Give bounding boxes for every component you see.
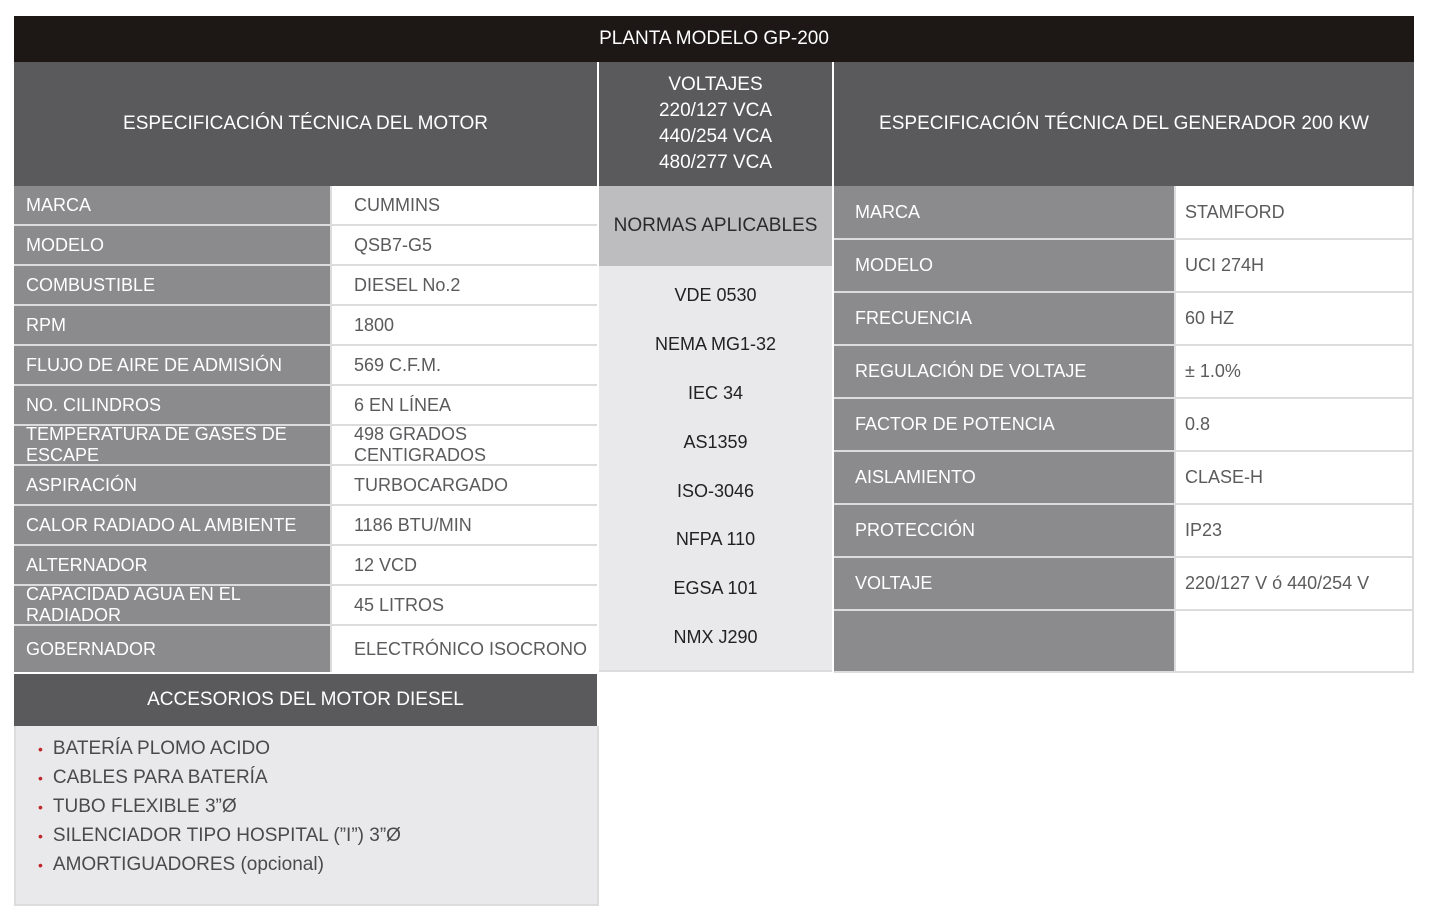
spec-value: CUMMINS bbox=[332, 186, 597, 224]
table-row bbox=[14, 266, 597, 306]
table-row bbox=[834, 452, 1412, 505]
spec-label: COMBUSTIBLE bbox=[14, 266, 332, 304]
list-item: EGSA 101 bbox=[673, 578, 758, 598]
normas-header: NORMAS APLICABLES bbox=[599, 186, 832, 266]
spec-label: CALOR RADIADO AL AMBIENTE bbox=[14, 506, 332, 544]
table-row bbox=[834, 505, 1412, 558]
list-item: NFPA 110 bbox=[675, 529, 756, 549]
accessory-label: SILENCIADOR TIPO HOSPITAL (”I”) 3”Ø bbox=[52, 825, 401, 846]
spec-label: GOBERNADOR bbox=[14, 626, 332, 672]
list-item bbox=[38, 796, 237, 818]
bullet-icon: • bbox=[38, 770, 43, 786]
list-item: NMX J290 bbox=[673, 627, 758, 647]
list-item: AS1359 bbox=[683, 432, 748, 452]
spec-value: QSB7-G5 bbox=[332, 226, 597, 264]
motor-spec-table bbox=[14, 186, 597, 672]
table-row bbox=[14, 626, 597, 672]
spec-label: FRECUENCIA bbox=[834, 293, 1176, 344]
spec-value: 1186 BTU/MIN bbox=[332, 506, 597, 544]
table-row bbox=[14, 386, 597, 426]
voltage-option: 440/254 VCA bbox=[658, 126, 773, 147]
spec-label: NO. CILINDROS bbox=[14, 386, 332, 424]
voltages-header bbox=[599, 62, 832, 186]
generator-spec-table bbox=[834, 186, 1414, 673]
spec-value: STAMFORD bbox=[1176, 186, 1412, 238]
spec-value: ELECTRÓNICO ISOCRONO bbox=[332, 626, 597, 672]
spec-value: 569 C.F.M. bbox=[332, 346, 597, 384]
voltage-option: 220/127 VCA bbox=[658, 100, 773, 121]
spec-value: DIESEL No.2 bbox=[332, 266, 597, 304]
page-title: PLANTA MODELO GP-200 bbox=[14, 16, 1414, 62]
spec-value: 60 HZ bbox=[1176, 293, 1412, 344]
list-item bbox=[38, 854, 324, 876]
spec-label bbox=[834, 611, 1176, 671]
spec-value: 0.8 bbox=[1176, 399, 1412, 450]
bullet-icon: • bbox=[38, 741, 43, 757]
accessory-label: BATERÍA PLOMO ACIDO bbox=[52, 738, 271, 759]
spec-label: VOLTAJE bbox=[834, 558, 1176, 609]
spec-value bbox=[1176, 611, 1412, 671]
table-row bbox=[14, 226, 597, 266]
table-row bbox=[834, 399, 1412, 452]
spec-value: CLASE-H bbox=[1176, 452, 1412, 503]
spec-value: 6 EN LÍNEA bbox=[332, 386, 597, 424]
spec-label: TEMPERATURA DE GASES DE ESCAPE bbox=[14, 426, 332, 464]
table-row bbox=[14, 306, 597, 346]
list-item bbox=[38, 767, 268, 789]
spec-label: RPM bbox=[14, 306, 332, 344]
spec-value: 12 VCD bbox=[332, 546, 597, 584]
bullet-icon: • bbox=[38, 799, 43, 815]
spec-label: MODELO bbox=[834, 240, 1176, 291]
spec-value: UCI 274H bbox=[1176, 240, 1412, 291]
table-row bbox=[834, 611, 1412, 671]
spec-label: ASPIRACIÓN bbox=[14, 466, 332, 504]
spec-label: MODELO bbox=[14, 226, 332, 264]
list-item: ISO-3046 bbox=[676, 481, 755, 501]
list-item: IEC 34 bbox=[687, 383, 744, 403]
spec-label: MARCA bbox=[834, 186, 1176, 238]
spec-value: 1800 bbox=[332, 306, 597, 344]
generator-spec-header: ESPECIFICACIÓN TÉCNICA DEL GENERADOR 200 KW bbox=[834, 62, 1414, 186]
table-row bbox=[14, 346, 597, 386]
table-row bbox=[834, 346, 1412, 399]
list-item bbox=[38, 738, 270, 760]
voltage-option: 480/277 VCA bbox=[658, 152, 773, 173]
list-item: VDE 0530 bbox=[674, 285, 757, 305]
table-row bbox=[834, 293, 1412, 346]
table-row bbox=[14, 186, 597, 226]
spec-value: 220/127 V ó 440/254 V bbox=[1176, 558, 1412, 609]
list-item: NEMA MG1-32 bbox=[654, 334, 777, 354]
spec-label: ALTERNADOR bbox=[14, 546, 332, 584]
spec-label: FACTOR DE POTENCIA bbox=[834, 399, 1176, 450]
bullet-icon: • bbox=[38, 828, 43, 844]
table-row bbox=[834, 186, 1412, 240]
spec-value: TURBOCARGADO bbox=[332, 466, 597, 504]
list-item bbox=[38, 825, 401, 847]
table-row bbox=[834, 240, 1412, 293]
table-row bbox=[14, 506, 597, 546]
spec-label: FLUJO DE AIRE DE ADMISIÓN bbox=[14, 346, 332, 384]
accessories-list bbox=[14, 726, 599, 906]
accessory-label: TUBO FLEXIBLE 3”Ø bbox=[52, 796, 237, 817]
spec-label: PROTECCIÓN bbox=[834, 505, 1176, 556]
motor-spec-header: ESPECIFICACIÓN TÉCNICA DEL MOTOR bbox=[14, 62, 597, 186]
normas-list bbox=[599, 266, 832, 672]
table-row bbox=[14, 426, 597, 466]
spec-label: CAPACIDAD AGUA EN EL RADIADOR bbox=[14, 586, 332, 624]
table-row bbox=[14, 546, 597, 586]
spec-value: 45 LITROS bbox=[332, 586, 597, 624]
accessories-header: ACCESORIOS DEL MOTOR DIESEL bbox=[14, 674, 597, 726]
bullet-icon: • bbox=[38, 857, 43, 873]
table-row bbox=[14, 586, 597, 626]
spec-label: MARCA bbox=[14, 186, 332, 224]
accessory-label: AMORTIGUADORES (opcional) bbox=[52, 854, 324, 875]
spec-label: REGULACIÓN DE VOLTAJE bbox=[834, 346, 1176, 397]
table-row bbox=[14, 466, 597, 506]
table-row bbox=[834, 558, 1412, 611]
voltages-title: VOLTAJES bbox=[668, 74, 763, 95]
accessory-label: CABLES PARA BATERÍA bbox=[52, 767, 268, 788]
spec-label: AISLAMIENTO bbox=[834, 452, 1176, 503]
spec-value: 498 GRADOS CENTIGRADOS bbox=[332, 426, 597, 464]
spec-value: ± 1.0% bbox=[1176, 346, 1412, 397]
spec-value: IP23 bbox=[1176, 505, 1412, 556]
